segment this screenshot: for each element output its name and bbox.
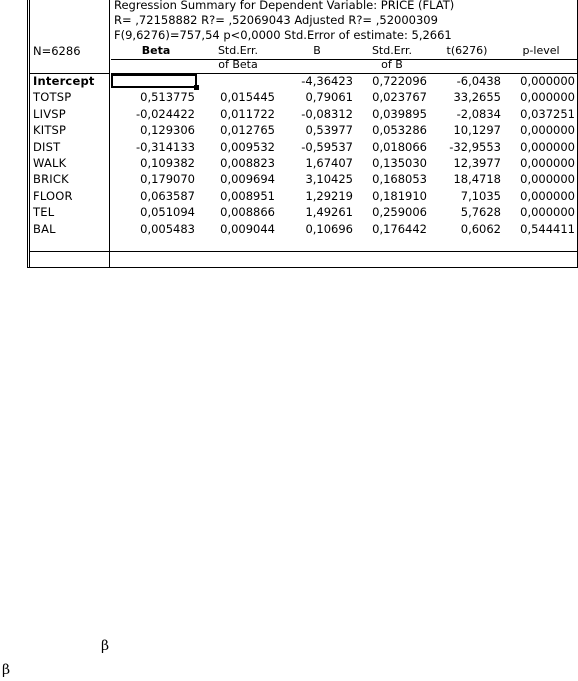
col-header-b: B	[313, 44, 321, 57]
table-cell[interactable]: -0,59537	[301, 139, 353, 154]
table-cell[interactable]: -32,9553	[449, 139, 501, 154]
table-cell[interactable]: 0,6062	[460, 221, 501, 236]
table-cell[interactable]: 0,179070	[140, 172, 195, 187]
row-label: DIST	[33, 139, 61, 154]
table-cell[interactable]: 0,000000	[520, 188, 575, 203]
table-cell[interactable]: 33,2655	[453, 90, 501, 105]
table-cell[interactable]: 0,000000	[520, 123, 575, 138]
table-cell[interactable]: 0,000000	[520, 90, 575, 105]
row-label: WALK	[33, 156, 67, 170]
table-cell[interactable]: 0,009532	[220, 139, 275, 154]
table-cell[interactable]: 1,49261	[305, 205, 353, 220]
header-f-stats: F(9,6276)=757,54 p<0,0000 Std.Error of estimate: 5,2661	[114, 28, 452, 42]
table-cell[interactable]: -4,36423	[301, 74, 353, 88]
table-cell[interactable]: 7,1035	[460, 188, 501, 203]
table-cell[interactable]: 10,1297	[453, 123, 501, 138]
col-header-t: t(6276)	[446, 44, 488, 57]
header-r-stats: R= ,72158882 R?= ,52069043 Adjusted R?= ,52000309	[114, 13, 438, 27]
beta-symbol-margin: β	[2, 662, 11, 678]
row-label: BAL	[33, 221, 56, 236]
col-header-beta: Beta	[141, 44, 171, 57]
table-cell[interactable]: 18,4718	[453, 172, 501, 187]
table-cell[interactable]: 0,722096	[372, 74, 427, 88]
col-header-std-err-beta: Std.Err. of Beta	[217, 44, 259, 71]
table-cell[interactable]: 12,3977	[453, 156, 501, 170]
table-cell[interactable]: 5,7628	[460, 205, 501, 220]
table-cell[interactable]: 0,008866	[220, 205, 275, 220]
table-cell[interactable]: -0,08312	[301, 106, 353, 121]
table-cell[interactable]: 1,67407	[305, 156, 353, 170]
table-cell[interactable]: 0,008951	[220, 188, 275, 203]
table-cell[interactable]: 0,018066	[372, 139, 427, 154]
table-cell[interactable]: 0,053286	[372, 123, 427, 138]
table-cell[interactable]: 0,039895	[372, 106, 427, 121]
table-cell[interactable]: 0,135030	[372, 156, 427, 170]
table-row	[27, 73, 577, 89]
beta-symbol: β	[101, 638, 110, 654]
table-cell[interactable]: -6,0438	[456, 74, 501, 88]
table-cell[interactable]: 0,051094	[140, 205, 195, 220]
header-title: Regression Summary for Dependent Variable: PRICE (FLAT)	[114, 0, 455, 12]
row-label: TEL	[33, 205, 55, 220]
table-cell[interactable]: -0,314133	[135, 139, 195, 154]
table-cell[interactable]: 0,109382	[140, 156, 195, 170]
table-cell[interactable]: 0,000000	[520, 205, 575, 220]
table-cell[interactable]: 0,513775	[140, 90, 195, 105]
table-cell[interactable]: 1,29219	[305, 188, 353, 203]
row-label: Intercept	[33, 74, 95, 88]
sample-size-label: N=6286	[33, 44, 81, 58]
table-cell[interactable]: 0,129306	[140, 123, 195, 138]
table-cell[interactable]: 0,176442	[372, 221, 427, 236]
table-cell[interactable]: 0,79061	[305, 90, 353, 105]
table-cell[interactable]: 0,037251	[520, 106, 575, 121]
table-cell[interactable]: 0,063587	[140, 188, 195, 203]
table-cell[interactable]: 0,000000	[520, 156, 575, 170]
row-label: LIVSP	[33, 106, 66, 121]
table-row	[27, 122, 577, 138]
table-row	[27, 188, 577, 204]
table-cell[interactable]: 3,10425	[305, 172, 353, 187]
table-row	[27, 204, 577, 220]
table-cell[interactable]: -2,0834	[456, 106, 501, 121]
table-cell[interactable]: 0,53977	[305, 123, 353, 138]
table-cell[interactable]: 0,023767	[372, 90, 427, 105]
table-row	[27, 221, 577, 237]
table-cell[interactable]: 0,011722	[220, 106, 275, 121]
table-cell[interactable]: 0,000000	[520, 139, 575, 154]
table-bottom-rule	[30, 251, 577, 252]
col-header-std-err-b: Std.Err. of B	[371, 44, 413, 71]
table-cell[interactable]: 0,008823	[220, 156, 275, 170]
table-cell[interactable]: 0,10696	[305, 221, 353, 236]
table-cell[interactable]: 0,012765	[220, 123, 275, 138]
table-cell[interactable]: 0,544411	[520, 221, 575, 236]
table-row	[27, 106, 577, 122]
table-row	[27, 155, 577, 171]
regression-summary-table	[27, 0, 578, 268]
row-label: FLOOR	[33, 188, 73, 203]
table-row	[27, 89, 577, 105]
table-cell[interactable]: 0,000000	[520, 172, 575, 187]
table-cell[interactable]: 0,015445	[220, 90, 275, 105]
table-cell[interactable]: 0,009694	[220, 172, 275, 187]
table-cell[interactable]: 0,181910	[372, 188, 427, 203]
col-header-p-level: p-level	[522, 44, 560, 57]
row-label: BRICK	[33, 172, 69, 187]
table-row	[27, 139, 577, 155]
table-cell[interactable]: -0,024422	[135, 106, 195, 121]
table-cell[interactable]: 0,000000	[520, 74, 575, 88]
table-cell[interactable]: 0,168053	[372, 172, 427, 187]
table-cell[interactable]: 0,009044	[220, 221, 275, 236]
table-row	[27, 171, 577, 187]
row-label: TOTSP	[33, 90, 72, 105]
table-cell[interactable]: 0,259006	[372, 205, 427, 220]
table-cell[interactable]: 0,005483	[140, 221, 195, 236]
row-label: KITSP	[33, 123, 67, 138]
